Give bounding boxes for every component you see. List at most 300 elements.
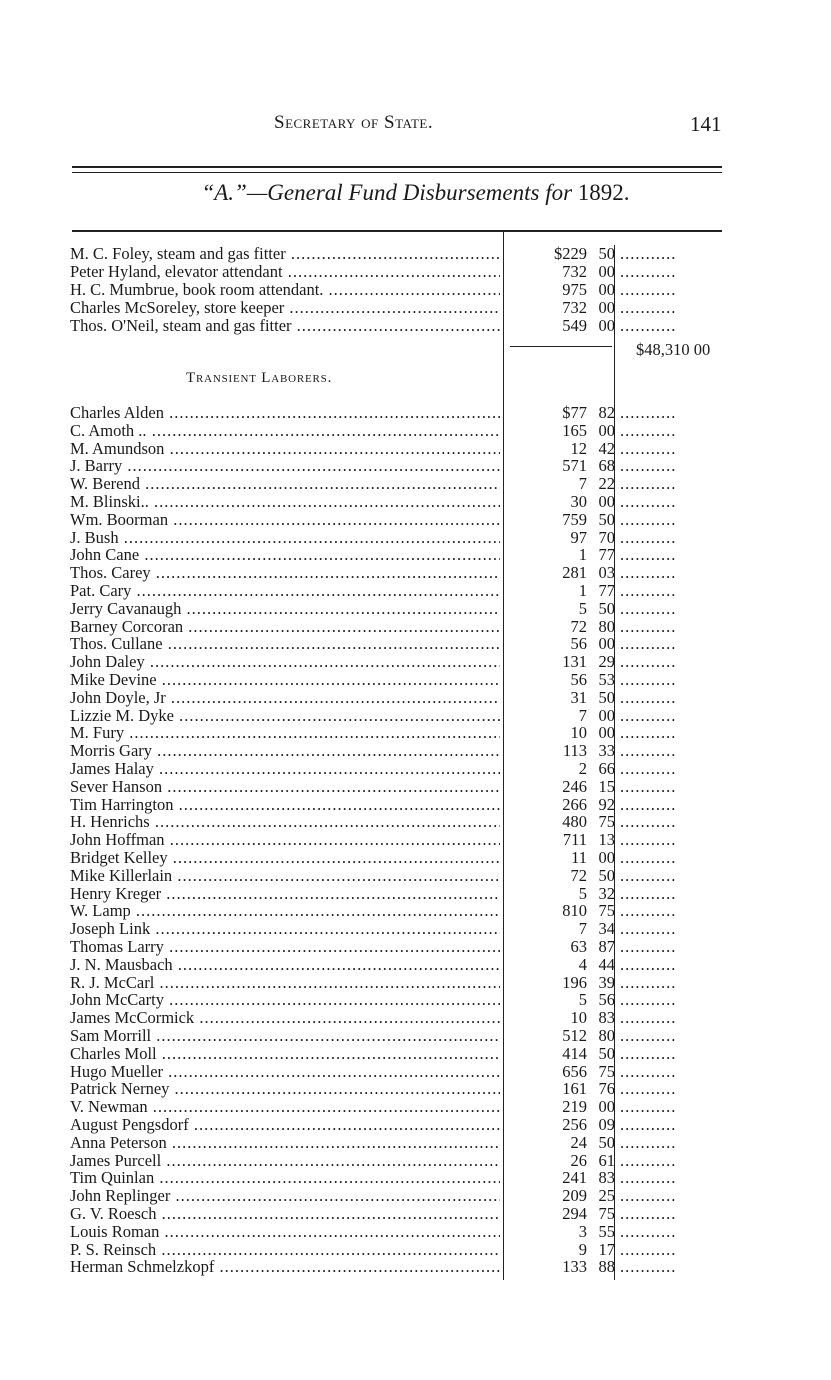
amount xyxy=(500,1063,615,1081)
amount-dollars: 3 xyxy=(578,1221,587,1241)
leader-dots: ........... xyxy=(620,902,677,921)
amount xyxy=(500,938,615,956)
payee-name: W. Berend ..... xyxy=(70,475,500,493)
table-row xyxy=(0,440,831,458)
amount-dollars: 56 xyxy=(570,670,587,689)
amount-cents: 61 xyxy=(598,1150,615,1170)
table-row xyxy=(0,1258,831,1276)
amount-dollars: 549 xyxy=(562,316,587,335)
amount-cents: 00 xyxy=(598,1097,615,1117)
payee-name: John Daley ..... xyxy=(70,653,500,671)
leader-dots: ........... xyxy=(620,1080,677,1099)
table-row xyxy=(0,724,831,742)
leader-dots: ........... xyxy=(620,1240,677,1259)
leader-dots: ........... xyxy=(620,564,677,583)
amount-dollars: 480 xyxy=(562,812,587,832)
amount-dollars: 30 xyxy=(570,492,587,511)
amount-dollars: $77 xyxy=(562,403,587,422)
leader-dots: ........... xyxy=(620,421,677,440)
payee-name: M. C. Foley, steam and gas fitter ..... xyxy=(70,245,500,263)
leader-dots: ........... xyxy=(620,528,677,547)
amount-dollars: 1 xyxy=(578,545,587,565)
amount xyxy=(500,457,615,475)
table-row xyxy=(0,938,831,956)
payee-name: R. J. McCarl ..... xyxy=(70,974,500,992)
payee-name: John Cane ..... xyxy=(70,546,500,564)
payee-name: Louis Roman ..... xyxy=(70,1223,500,1241)
amount-dollars: 256 xyxy=(562,1115,587,1134)
amount-cents: 17 xyxy=(598,1239,615,1259)
amount xyxy=(500,600,615,618)
table-row xyxy=(0,245,831,263)
table-row xyxy=(0,796,831,814)
sum-rule xyxy=(510,346,612,347)
amount-cents: 92 xyxy=(598,794,615,814)
amount-cents: 00 xyxy=(598,280,615,299)
amount-dollars: 4 xyxy=(578,954,587,974)
amount xyxy=(500,299,615,317)
table-row xyxy=(0,600,831,618)
payee-name: James McCormick ..... xyxy=(70,1009,500,1027)
amount-dollars: 209 xyxy=(562,1186,587,1206)
leader-dots: ........... xyxy=(620,582,677,600)
amount-cents: 87 xyxy=(598,937,615,956)
amount-cents: 00 xyxy=(598,492,615,511)
payee-name: M. Blinski.. ..... xyxy=(70,493,500,511)
amount-dollars: 12 xyxy=(570,438,587,458)
table-row xyxy=(0,760,831,778)
amount xyxy=(500,707,615,725)
amount-dollars: 7 xyxy=(578,474,587,494)
caption-year: 1892. xyxy=(577,180,630,205)
section-heading: Transient Laborers. xyxy=(186,370,333,386)
amount xyxy=(500,422,615,440)
amount-cents: 83 xyxy=(598,1168,615,1188)
amount-cents: 00 xyxy=(598,705,615,725)
amount xyxy=(500,1169,615,1187)
leader-dots: ........... xyxy=(620,1062,677,1081)
table-row xyxy=(0,546,831,564)
amount-dollars: 24 xyxy=(570,1132,587,1152)
leader-dots: ........... xyxy=(620,475,677,494)
payee-name: Patrick Nerney ..... xyxy=(70,1080,500,1098)
amount xyxy=(500,1134,615,1152)
amount-cents: 44 xyxy=(598,954,615,974)
leader-dots: ........... xyxy=(620,653,677,672)
amount-dollars: 7 xyxy=(578,919,587,939)
amount xyxy=(500,564,615,582)
table-row xyxy=(0,920,831,938)
leader-dots: ........... xyxy=(620,973,677,992)
amount-cents: 32 xyxy=(598,883,615,903)
leader-dots: ........... xyxy=(620,920,677,939)
payee-name: Anna Peterson ..... xyxy=(70,1134,500,1152)
amount xyxy=(500,760,615,778)
amount-dollars: 732 xyxy=(562,262,587,281)
amount-dollars: 113 xyxy=(562,741,587,761)
amount xyxy=(500,529,615,547)
amount-cents: 75 xyxy=(598,1204,615,1223)
table-row xyxy=(0,281,831,299)
payee-name: Tim Harrington ..... xyxy=(70,796,500,814)
table-row xyxy=(0,1187,831,1205)
leader-dots: ........... xyxy=(620,245,677,263)
leader-dots: ........... xyxy=(620,1116,677,1134)
amount xyxy=(500,404,615,422)
payee-name: Peter Hyland, elevator attendant ..... xyxy=(70,263,500,281)
payee-name: Lizzie M. Dyke ..... xyxy=(70,707,500,725)
amount-dollars: 5 xyxy=(578,990,587,1010)
amount-dollars: 72 xyxy=(570,865,587,885)
leader-dots: ........... xyxy=(620,1027,677,1045)
table-row xyxy=(0,564,831,582)
payee-name: J. Bush ..... xyxy=(70,529,500,547)
leader-dots: ........... xyxy=(620,1009,677,1028)
amount-cents: 50 xyxy=(598,509,615,529)
amount-dollars: 294 xyxy=(562,1204,587,1223)
amount-cents: 50 xyxy=(598,1132,615,1152)
amount-cents: 80 xyxy=(598,616,615,636)
amount-dollars: 5 xyxy=(578,883,587,903)
amount-dollars: 759 xyxy=(562,509,587,529)
table-row xyxy=(0,1098,831,1116)
leader-dots: ........... xyxy=(620,742,677,761)
payee-name: Pat. Cary ..... xyxy=(70,582,500,600)
leader-dots: ........... xyxy=(620,795,677,814)
payee-name: August Pengsdorf ..... xyxy=(70,1116,500,1134)
table-row xyxy=(0,956,831,974)
table-row xyxy=(0,1241,831,1259)
amount-dollars: 732 xyxy=(562,298,587,317)
payee-name: John McCarty ..... xyxy=(70,991,500,1009)
table-row xyxy=(0,299,831,317)
amount-cents: 00 xyxy=(598,723,615,743)
amount-dollars: 10 xyxy=(570,1008,587,1028)
payee-name: Joseph Link ..... xyxy=(70,920,500,938)
amount xyxy=(500,317,615,335)
payee-name: Morris Gary ..... xyxy=(70,742,500,760)
leader-dots: ........... xyxy=(620,439,677,458)
amount-cents: 29 xyxy=(598,652,615,672)
amount xyxy=(500,281,615,299)
amount xyxy=(500,831,615,849)
header-rule-thin xyxy=(72,172,722,173)
amount-dollars: 11 xyxy=(571,848,587,867)
amount-dollars: 810 xyxy=(562,901,587,921)
amount-cents: 50 xyxy=(598,598,615,618)
payee-name: Tim Quinlan ..... xyxy=(70,1169,500,1187)
payee-name: Henry Kreger ..... xyxy=(70,885,500,903)
payee-name: John Hoffman ..... xyxy=(70,831,500,849)
amount xyxy=(500,618,615,636)
amount-cents: 55 xyxy=(598,1221,615,1241)
table-row xyxy=(0,707,831,725)
amount xyxy=(500,1045,615,1063)
amount xyxy=(500,1258,615,1276)
payee-name: V. Newman ..... xyxy=(70,1098,500,1116)
leader-dots: ........... xyxy=(620,599,677,618)
amount-dollars: 9 xyxy=(578,1239,587,1259)
payee-name: Mike Devine ..... xyxy=(70,671,500,689)
table-row xyxy=(0,457,831,475)
table-row xyxy=(0,1045,831,1063)
amount xyxy=(500,582,615,600)
amount-cents: 50 xyxy=(598,1043,615,1063)
payee-name: W. Lamp ..... xyxy=(70,902,500,920)
amount-dollars: 2 xyxy=(578,759,587,778)
caption-rule-bottom xyxy=(72,230,722,232)
table-row xyxy=(0,317,831,335)
amount xyxy=(500,511,615,529)
amount-dollars: 133 xyxy=(562,1257,587,1277)
amount xyxy=(500,689,615,707)
table-row xyxy=(0,991,831,1009)
amount-dollars: 63 xyxy=(570,937,587,956)
amount xyxy=(500,263,615,281)
amount-dollars: 7 xyxy=(578,705,587,725)
amount-dollars: 219 xyxy=(562,1097,587,1117)
amount-cents: 22 xyxy=(598,474,615,494)
running-title: Secretary of State. xyxy=(274,112,434,133)
leader-dots: ........... xyxy=(620,281,677,299)
table-row xyxy=(0,529,831,547)
payee-name: Barney Corcoran ..... xyxy=(70,618,500,636)
running-head xyxy=(0,112,831,140)
amount-cents: 77 xyxy=(598,581,615,600)
amount-cents: 09 xyxy=(598,1115,615,1134)
table-row xyxy=(0,885,831,903)
table-row xyxy=(0,475,831,493)
amount-dollars: 31 xyxy=(570,687,587,707)
amount xyxy=(500,1009,615,1027)
payee-name: P. S. Reinsch ..... xyxy=(70,1241,500,1259)
amount xyxy=(500,1223,615,1241)
leader-dots: ........... xyxy=(620,317,677,335)
amount-cents: 75 xyxy=(598,1061,615,1081)
amount xyxy=(500,867,615,885)
leader-dots: ........... xyxy=(620,866,677,885)
leader-dots: ........... xyxy=(620,777,677,796)
leader-dots: ........... xyxy=(620,493,677,511)
amount-cents: 00 xyxy=(598,420,615,440)
table-row xyxy=(0,422,831,440)
amount-dollars: 165 xyxy=(562,420,587,440)
amount xyxy=(500,493,615,511)
amount-cents: 33 xyxy=(598,741,615,761)
amount xyxy=(500,1080,615,1098)
payee-name: Sever Hanson ..... xyxy=(70,778,500,796)
payee-name: M. Amundson ..... xyxy=(70,440,500,458)
payee-name: H. Henrichs ..... xyxy=(70,813,500,831)
table-row xyxy=(0,1223,831,1241)
leader-dots: ........... xyxy=(620,299,677,317)
amount xyxy=(500,635,615,653)
table-row xyxy=(0,1063,831,1081)
table-row xyxy=(0,1134,831,1152)
amount-dollars: 26 xyxy=(570,1150,587,1170)
amount xyxy=(500,902,615,920)
payee-name: Wm. Boorman ..... xyxy=(70,511,500,529)
amount xyxy=(500,1098,615,1116)
table-row xyxy=(0,689,831,707)
payee-name: John Replinger ..... xyxy=(70,1187,500,1205)
table-row xyxy=(0,1205,831,1223)
amount-dollars: 161 xyxy=(562,1079,587,1099)
amount xyxy=(500,671,615,689)
leader-dots: ........... xyxy=(620,831,677,850)
table-caption xyxy=(0,180,831,206)
amount-dollars: 196 xyxy=(562,972,587,992)
amount-cents: 80 xyxy=(598,1026,615,1045)
payee-name: James Purcell ..... xyxy=(70,1152,500,1170)
amount-cents: 75 xyxy=(598,901,615,921)
table-row xyxy=(0,1152,831,1170)
payee-name: James Halay ..... xyxy=(70,760,500,778)
amount xyxy=(500,1241,615,1259)
payee-name: Thos. Cullane ..... xyxy=(70,635,500,653)
amount xyxy=(500,1152,615,1170)
payee-name: Hugo Mueller ..... xyxy=(70,1063,500,1081)
table-row xyxy=(0,1009,831,1027)
leader-dots: ........... xyxy=(620,724,677,743)
payee-name: H. C. Mumbrue, book room attendant. ..... xyxy=(70,281,500,299)
table-row xyxy=(0,671,831,689)
table-row xyxy=(0,1169,831,1187)
amount-cents: 00 xyxy=(598,848,615,867)
table-row xyxy=(0,974,831,992)
amount-cents: 88 xyxy=(598,1257,615,1277)
amount-cents: 15 xyxy=(598,776,615,796)
page-number: 141 xyxy=(690,112,722,136)
leader-dots: ........... xyxy=(620,688,677,707)
leader-dots: ........... xyxy=(620,884,677,903)
leader-dots: ........... xyxy=(620,991,677,1010)
section-one-subtotal: $48,310 00 xyxy=(636,340,711,359)
table-row xyxy=(0,778,831,796)
amount-dollars: 1 xyxy=(578,581,587,600)
amount-cents: 39 xyxy=(598,972,615,992)
amount xyxy=(500,724,615,742)
amount-dollars: 131 xyxy=(562,652,587,672)
table-row xyxy=(0,742,831,760)
payee-name: Bridget Kelley ..... xyxy=(70,849,500,867)
amount-cents: 00 xyxy=(598,262,615,281)
leader-dots: ........... xyxy=(620,955,677,974)
amount xyxy=(500,974,615,992)
amount-dollars: 711 xyxy=(562,830,587,850)
table-row xyxy=(0,404,831,422)
amount-cents: 56 xyxy=(598,990,615,1010)
table-row xyxy=(0,511,831,529)
amount-cents: 70 xyxy=(598,527,615,547)
amount-cents: 76 xyxy=(598,1079,615,1099)
amount xyxy=(500,885,615,903)
payee-name: Charles Alden ..... xyxy=(70,404,500,422)
amount xyxy=(500,742,615,760)
amount-cents: 50 xyxy=(598,865,615,885)
amount xyxy=(500,849,615,867)
payee-name: John Doyle, Jr ..... xyxy=(70,689,500,707)
amount-cents: 34 xyxy=(598,919,615,939)
amount-cents: 00 xyxy=(598,634,615,654)
payee-name: J. Barry ..... xyxy=(70,457,500,475)
amount-cents: 75 xyxy=(598,812,615,832)
payee-name: G. V. Roesch ..... xyxy=(70,1205,500,1223)
leader-dots: ........... xyxy=(620,1222,677,1241)
payee-name: J. N. Mausbach ..... xyxy=(70,956,500,974)
leader-dots: ........... xyxy=(620,635,677,654)
payee-name: Sam Morrill ..... xyxy=(70,1027,500,1045)
leader-dots: ........... xyxy=(620,849,677,867)
amount xyxy=(500,778,615,796)
leader-dots: ........... xyxy=(620,617,677,636)
leader-dots: ........... xyxy=(620,1187,677,1206)
table-row xyxy=(0,1116,831,1134)
amount-dollars: $229 xyxy=(554,244,587,263)
leader-dots: ........... xyxy=(620,938,677,956)
leader-dots: ........... xyxy=(620,1098,677,1117)
table-row xyxy=(0,902,831,920)
amount-dollars: 975 xyxy=(562,280,587,299)
table-row xyxy=(0,618,831,636)
amount-cents: 66 xyxy=(598,759,615,778)
table-row xyxy=(0,635,831,653)
amount-dollars: 512 xyxy=(562,1026,587,1045)
payee-name: Thos. Carey ..... xyxy=(70,564,500,582)
leader-dots: ........... xyxy=(620,263,677,281)
leader-dots: ........... xyxy=(620,510,677,529)
amount xyxy=(500,813,615,831)
amount-dollars: 246 xyxy=(562,776,587,796)
amount-cents: 50 xyxy=(598,244,615,263)
table-row xyxy=(0,813,831,831)
amount-cents: 68 xyxy=(598,456,615,476)
amount-dollars: 281 xyxy=(562,563,587,583)
table-row xyxy=(0,493,831,511)
amount-cents: 42 xyxy=(598,438,615,458)
payee-name: Charles Moll ..... xyxy=(70,1045,500,1063)
amount xyxy=(500,653,615,671)
payee-name: Mike Killerlain ..... xyxy=(70,867,500,885)
amount-dollars: 56 xyxy=(570,634,587,654)
amount xyxy=(500,440,615,458)
leader-dots: ........... xyxy=(620,457,677,476)
amount xyxy=(500,920,615,938)
amount-cents: 03 xyxy=(598,563,615,583)
table-row xyxy=(0,653,831,671)
leader-dots: ........... xyxy=(620,1133,677,1152)
leader-dots: ........... xyxy=(620,760,677,778)
amount-dollars: 5 xyxy=(578,598,587,618)
leader-dots: ........... xyxy=(620,1258,677,1277)
payee-name: Jerry Cavanaugh ..... xyxy=(70,600,500,618)
leader-dots: ........... xyxy=(620,404,677,422)
payee-name: Herman Schmelzkopf ..... xyxy=(70,1258,500,1276)
amount-dollars: 266 xyxy=(562,794,587,814)
leader-dots: ........... xyxy=(620,1044,677,1063)
leader-dots: ........... xyxy=(620,1169,677,1188)
amount-cents: 25 xyxy=(598,1186,615,1206)
amount xyxy=(500,1027,615,1045)
amount xyxy=(500,1116,615,1134)
table-row xyxy=(0,867,831,885)
amount-cents: 53 xyxy=(598,670,615,689)
amount-dollars: 656 xyxy=(562,1061,587,1081)
amount xyxy=(500,1187,615,1205)
payee-name: Thomas Larry ..... xyxy=(70,938,500,956)
table-row xyxy=(0,1080,831,1098)
payee-name: M. Fury ..... xyxy=(70,724,500,742)
